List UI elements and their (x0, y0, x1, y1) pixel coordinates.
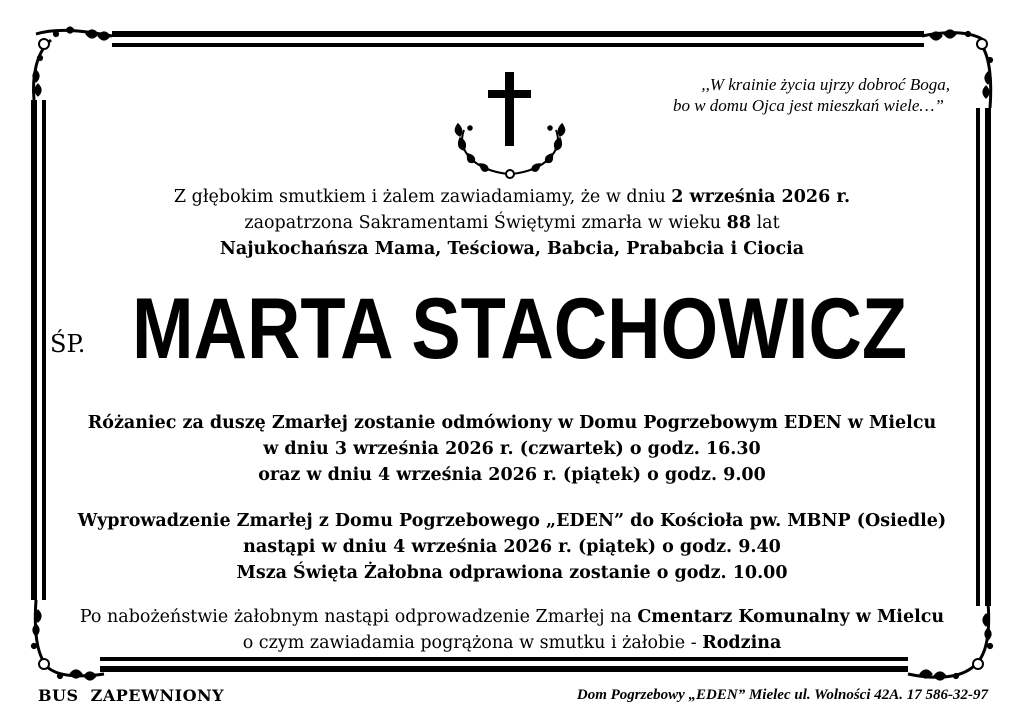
funeral-line-3: Msza Święta Żałobna odprawiona zostanie o godz. 10.00 (236, 563, 788, 583)
family-signature: Rodzina (702, 633, 782, 653)
intro-block (60, 184, 964, 262)
frame-left-bar-inner (42, 100, 46, 600)
funeral-line-2: nastąpi w dniu 4 września 2026 r. (piątek) o godz. 9.40 (243, 537, 781, 557)
closing-line-2: o czym zawiadamia pogrążona w smutku i żałobie - Rodzina (242, 633, 782, 653)
frame-bottom-bar-outer (100, 666, 908, 672)
rosary-line-2: w dniu 3 września 2026 r. (czwartek) o godz. 16.30 (263, 439, 761, 459)
bus-notice: BUS ZAPEWNIONY (38, 686, 225, 705)
scripture-quote (590, 74, 950, 116)
closing-block (60, 604, 964, 656)
funeral-block (60, 508, 964, 586)
deceased-name: MARTA STACHOWICZ (132, 281, 908, 377)
intro-line-1: Z głębokim smutkiem i żalem zawiadamiamy, że w dniu 2 września 2026 r. (173, 187, 851, 207)
cemetery-name: Cmentarz Komunalny w Mielcu (637, 607, 945, 627)
frame-right-bar-inner (976, 108, 980, 606)
name-prefix: ŚP. (50, 330, 86, 358)
frame-right-bar-outer (985, 108, 991, 606)
rosary-line-3: oraz w dniu 4 września 2026 r. (piątek) o godz. 9.00 (258, 465, 766, 485)
floral-corner-icon (26, 22, 116, 102)
intro-line-3: Najukochańsza Mama, Teściowa, Babcia, Prababcia i Ciocia (219, 239, 805, 259)
intro-line-2: zaopatrzona Sakramentami Świętymi zmarła w wieku 88 lat (244, 213, 780, 233)
funeral-home-contact: Dom Pogrzebowy „EDEN” Mielec ul. Wolności 42A. 17 586-32-97 (576, 687, 988, 703)
funeral-line-1: Wyprowadzenie Zmarłej z Domu Pogrzebowego „EDEN” do Kościoła pw. MBNP (Osiedle) (77, 511, 947, 531)
rosary-block (60, 410, 964, 488)
age: 88 (726, 213, 752, 233)
rosary-line-1: Różaniec za duszę Zmarłej zostanie odmówiony w Domu Pogrzebowym EDEN w Mielcu (87, 413, 937, 433)
frame-left-bar-outer (31, 100, 37, 600)
quote-line-2: bo w domu Ojca jest mieszkań wiele…” (672, 96, 944, 115)
deceased-name-row (50, 281, 970, 377)
closing-line-1: Po nabożeństwie żałobnym nastąpi odprowadzenie Zmarłej na Cmentarz Komunalny w Mielcu (79, 607, 945, 627)
death-date: 2 września 2026 r. (671, 187, 851, 207)
quote-line-1: ,,W krainie życia ujrzy dobroć Boga, (701, 75, 950, 94)
frame-bottom-bar-inner (100, 657, 908, 661)
frame-top-bar-outer (112, 31, 924, 37)
frame-top-bar-inner (112, 43, 924, 47)
cross-icon (450, 70, 570, 180)
